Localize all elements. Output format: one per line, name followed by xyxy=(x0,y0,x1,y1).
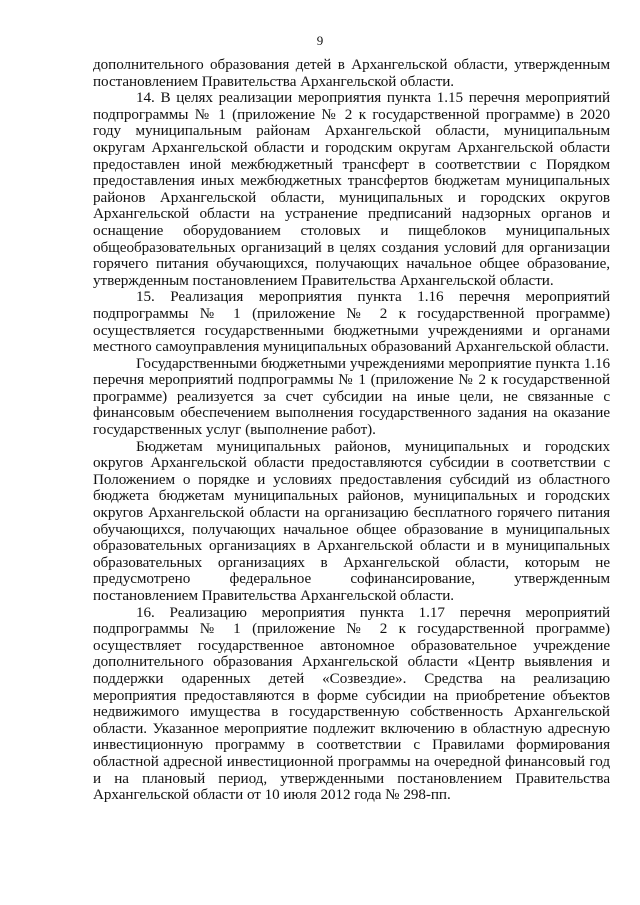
paragraph-item-15: 15. Реализация мероприятия пункта 1.16 перечня мероприятий подпрограммы № 1 (приложение № 2 к государственной программе) осуществляется государственными бюджетными учреждениями и органами местного самоуправления муниципальных образований Архангельской области. xyxy=(93,288,610,356)
paragraph-item-15-municipal-budgets: Бюджетам муниципальных районов, муниципальных и городских округов Архангельской области предоставляются субсидии в соответствии с Положением о порядке и условиях предоставления субсидий из областного бюджета бюджетам муниципальных районов, муниципальных и городских округов Архангельской области на организацию бесплатного горячего питания обучающихся, получающих начальное общее образование в муниципальных образовательных организациях в Архангельской области и в муниципальных образовательных организациях в Архангельской области, которым не предусмотрено федеральное софинансирование, утвержденным постановлением Правительства Архангельской области. xyxy=(93,437,610,604)
paragraph-item-16: 16. Реализацию мероприятия пункта 1.17 перечня мероприятий подпрограммы № 1 (приложение № 2 к государственной программе) осуществляет государственное автономное образовательное учреждение дополнительного образования Архангельской области «Центр выявления и поддержки одаренных детей «Созвездие». Средства на реализацию мероприятия предоставляются в форме субсидии на приобретение объектов недвижимого имущества в государственную собственность Архангельской области. Указанное мероприятие подлежит включению в областную адресную инвестиционную программу в соответствии с Правилами формирования областной адресной инвестиционной программы на очередной финансовый год и на плановый период, утвержденными постановлением Правительства Архангельской области от 10 июля 2012 года № 298-пп. xyxy=(93,603,610,804)
paragraph-item-14: 14. В целях реализации мероприятия пункта 1.15 перечня мероприятий подпрограммы № 1 (приложение № 2 к государственной программе) в 2020 году муниципальным районам Архангельской области, муниципальным округам Архангельской области и городским округам Архангельской области предоставлен иной межбюджетный трансферт в соответствии с Порядком предоставления иных межбюджетных трансфертов бюджетам муниципальных районов Архангельской области, муниципальных и городских округов Архангельской области на устранение предписаний надзорных органов и оснащение оборудованием столовых и пищеблоков муниципальных общеобразовательных организаций в целях создания условий для организации горячего питания обучающихся, получающих начальное общее образование, утвержденным постановлением Правительства Архангельской области. xyxy=(93,89,610,289)
page-number: 9 xyxy=(316,33,324,48)
document-body xyxy=(93,57,610,804)
paragraph-item-15-state-institutions: Государственными бюджетными учреждениями мероприятие пункта 1.16 перечня мероприятий подпрограммы № 1 (приложение № 2 к государственной программе) реализуется за счет субсидии на иные цели, не связанные с финансовым обеспечением выполнения государственного задания на оказание государственных услуг (выполнение работ). xyxy=(93,354,610,439)
paragraph-continuation: дополнительного образования детей в Архангельской области, утвержденным постановлением Правительства Архангельской области. xyxy=(93,56,610,90)
